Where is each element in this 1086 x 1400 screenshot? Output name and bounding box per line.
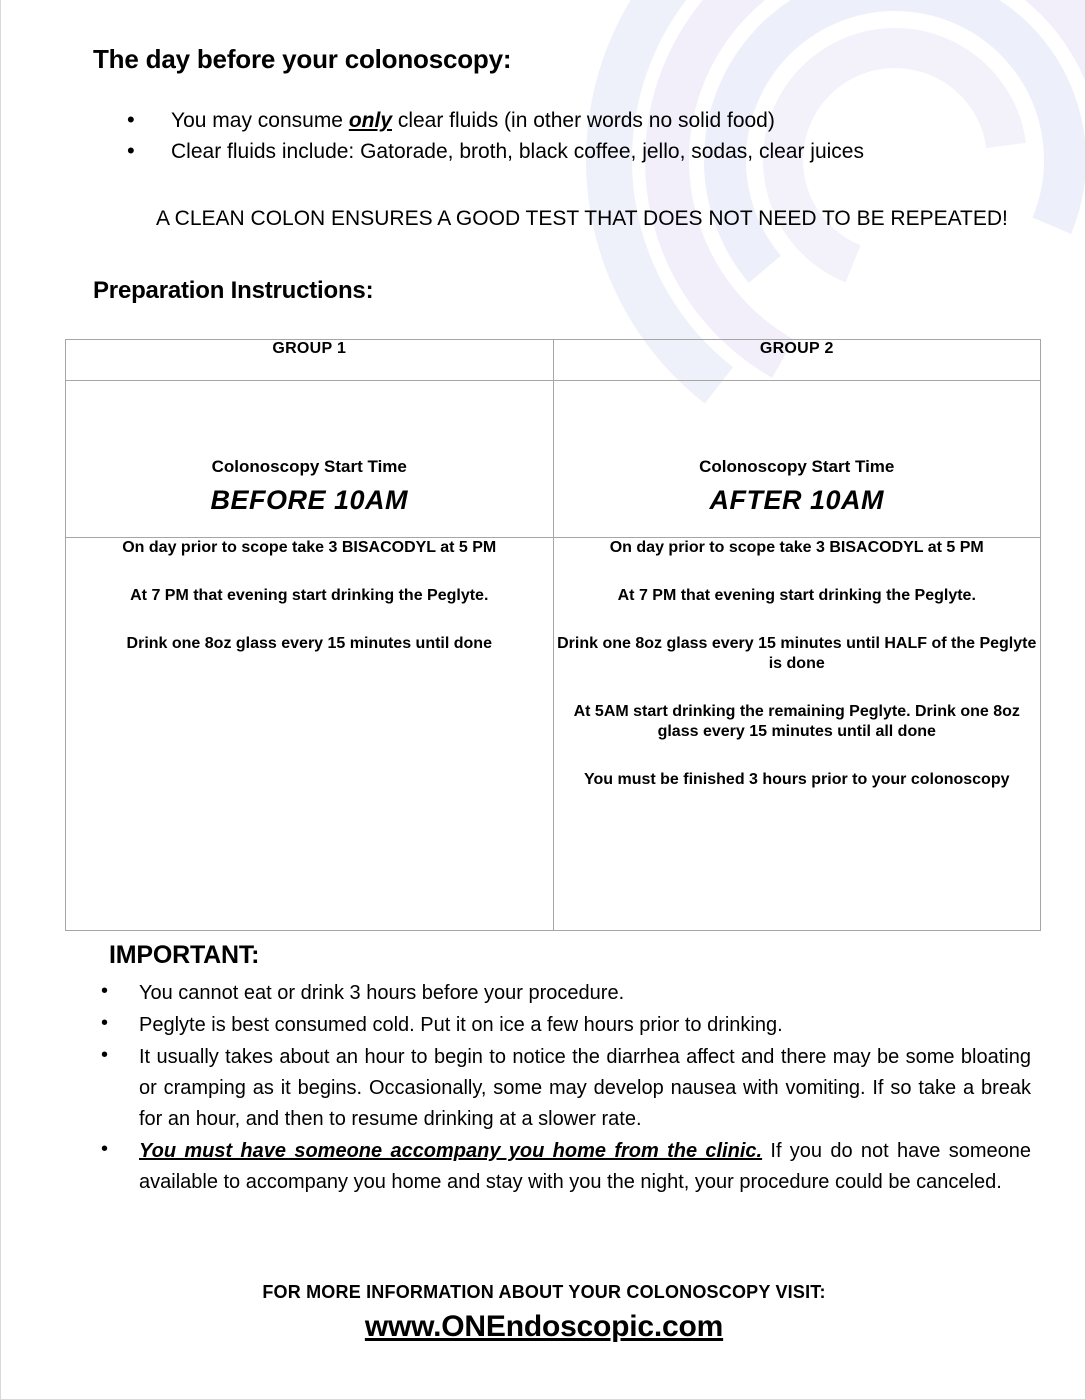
document-content: [1, 0, 1085, 305]
bullet-text-after: clear fluids (in other words no solid food): [392, 109, 775, 132]
table-row-steps: [66, 538, 1041, 931]
list-item: [1, 1042, 1031, 1135]
bullet-icon: •: [127, 107, 135, 132]
bullet-text: Peglyte is best consumed cold. Put it on ice a few hours prior to drinking.: [139, 1014, 783, 1036]
step-text: On day prior to scope take 3 BISACODYL at 5 PM: [122, 539, 497, 556]
important-heading: IMPORTANT:: [109, 941, 260, 969]
table-row-group-headers: [66, 340, 1041, 381]
table-cell-start-time-group-2: [553, 381, 1041, 538]
step-text: At 5AM start drinking the remaining Peglyte. Drink one 8oz glass every 15 minutes until all done: [573, 703, 1020, 740]
bullet-icon: •: [101, 1044, 109, 1066]
footer-website-link[interactable]: www.ONEndoscopic.com: [364, 1310, 724, 1343]
start-time-label: Colonoscopy Start Time: [211, 457, 407, 476]
bullet-text: It usually takes about an hour to begin to notice the diarrhea affect and there may be some bloating or cramping as it begins. Occasionally, some may develop nausea with vomiting. If so take a break for an hour, and then to resume drinking at a slower rate.: [139, 1046, 1031, 1130]
list-item: [1, 1010, 1031, 1041]
bullet-icon: •: [127, 138, 135, 163]
table-row-start-times: [66, 381, 1041, 538]
preparation-instructions-table: [65, 339, 1041, 931]
table-cell-start-time-group-1: [66, 381, 554, 538]
table-cell-steps-group-2: [553, 538, 1041, 931]
table-cell-steps-group-1: [66, 538, 554, 931]
list-item: [1, 105, 1085, 136]
step-text: On day prior to scope take 3 BISACODYL at 5 PM: [609, 539, 984, 556]
bullet-text-before: Clear fluids include: Gatorade, broth, black coffee, jello, sodas, clear juices: [171, 140, 864, 163]
preparation-instructions-heading: Preparation Instructions:: [93, 277, 374, 304]
clean-colon-callout: A CLEAN COLON ENSURES A GOOD TEST THAT DOES NOT NEED TO BE REPEATED!: [156, 207, 1008, 230]
step-text: At 7 PM that evening start drinking the Peglyte.: [617, 587, 976, 604]
bullet-icon: •: [101, 1012, 109, 1034]
step-text: Drink one 8oz glass every 15 minutes until HALF of the Peglyte is done: [557, 635, 1037, 672]
start-time-value: AFTER 10AM: [709, 485, 884, 515]
clear-fluids-bullet-list: [1, 75, 1085, 167]
table-header-group-1: GROUP 1: [66, 340, 554, 381]
bullet-text: If you do not have someone available to accompany you home and stay with you the night, your procedure could be canceled.: [139, 1140, 1031, 1193]
bullet-text-emphasis: You must have someone accompany you home from the clinic.: [139, 1140, 763, 1162]
step-text: You must be finished 3 hours prior to your colonoscopy: [583, 771, 1010, 788]
footer-info-line: FOR MORE INFORMATION ABOUT YOUR COLONOSCOPY VISIT:: [262, 1282, 826, 1302]
step-text: Drink one 8oz glass every 15 minutes until done: [126, 635, 492, 652]
bullet-text: You cannot eat or drink 3 hours before your procedure.: [139, 982, 625, 1004]
start-time-label: Colonoscopy Start Time: [699, 457, 895, 476]
bullet-text-emphasis: only: [348, 109, 392, 132]
bullet-icon: •: [101, 1138, 109, 1160]
start-time-value: BEFORE 10AM: [210, 485, 409, 515]
list-item: [1, 1136, 1031, 1198]
list-item: [1, 136, 1085, 167]
bullet-text-before: You may consume: [171, 109, 349, 132]
important-bullet-list: [1, 970, 1086, 1198]
step-text: At 7 PM that evening start drinking the Peglyte.: [130, 587, 489, 604]
important-section: [1, 941, 1086, 1199]
bullet-icon: •: [101, 980, 109, 1002]
footer: [1, 1282, 1086, 1344]
table-header-group-2: GROUP 2: [553, 340, 1041, 381]
list-item: [1, 978, 1031, 1009]
page-title: The day before your colonoscopy:: [93, 44, 512, 74]
